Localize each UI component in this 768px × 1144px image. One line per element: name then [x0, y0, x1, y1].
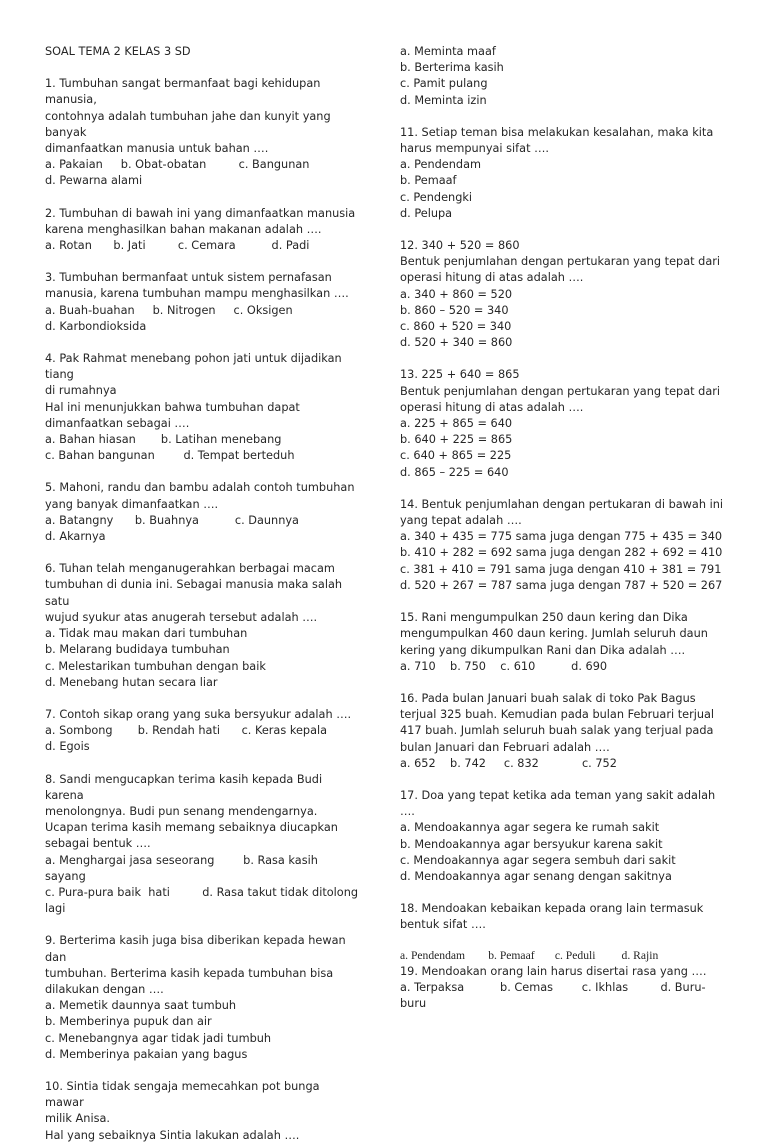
left-question-line: d. Memberinya pakaian yang bagus [45, 1047, 248, 1061]
right-question-line: d. Pelupa [400, 206, 453, 220]
right-question-line: 15. Rani mengumpulkan 250 daun kering dan Dika [400, 611, 688, 625]
left-question-line: a. Memetik daunnya saat tumbuh [45, 999, 237, 1013]
right-question-line: c. 381 + 410 = 791 sama juga dengan 410 + 381 = 791 [400, 562, 722, 576]
right-question-line: 17. Doa yang tepat ketika ada teman yang sakit adalah …. [400, 788, 719, 819]
question-19-text: 19. Mendoakan orang lain harus disertai rasa yang …. [400, 964, 707, 978]
left-question-line: sebagai bentuk …. [45, 837, 151, 851]
left-question-line: di rumahnya [45, 384, 117, 398]
left-question-line: a. Buah-buahan b. Nitrogen c. Oksigen [45, 303, 293, 317]
left-question-line: c. Melestarikan tumbuhan dengan baik [45, 659, 266, 673]
left-question-block [45, 44, 360, 60]
right-question-line: 14. Bentuk penjumlahan dengan pertukaran di bawah ini [400, 497, 724, 511]
left-question-line: a. Pakaian b. Obat-obatan c. Bangunan [45, 158, 310, 172]
left-question-line: a. Tidak mau makan dari tumbuhan [45, 627, 248, 641]
left-question-line: yang banyak dimanfaatkan …. [45, 497, 219, 511]
left-question-block [45, 707, 360, 756]
question-19 [400, 964, 730, 1013]
left-question-line: Ucapan terima kasih memang sebaiknya diucapkan [45, 821, 338, 835]
left-question-line: dimanfaatkan sebagai …. [45, 416, 190, 430]
right-question-blocks [400, 44, 730, 934]
right-question-line: a. 710 b. 750 c. 610 d. 690 [400, 659, 608, 673]
right-question-block [400, 44, 730, 109]
left-question-line: 3. Tumbuhan bermanfaat untuk sistem pernafasan [45, 271, 332, 285]
right-question-block [400, 610, 730, 675]
left-question-block [45, 270, 360, 335]
right-question-line: 16. Pada bulan Januari buah salak di toko Pak Bagus [400, 691, 696, 705]
right-question-block [400, 788, 730, 885]
right-question-line: c. 860 + 520 = 340 [400, 320, 512, 334]
left-question-line: a. Menghargai jasa seseorang b. Rasa kasih sayang [45, 853, 322, 883]
right-question-line: c. Pamit pulang [400, 77, 488, 91]
left-question-line: 2. Tumbuhan di bawah ini yang dimanfaatkan manusia [45, 206, 356, 220]
right-question-line: a. Mendoakannya agar segera ke rumah sakit [400, 821, 660, 835]
left-question-line: d. Pewarna alami [45, 174, 143, 188]
right-question-line: a. Pendendam [400, 158, 482, 172]
left-question-line: dimanfaatkan manusia untuk bahan …. [45, 142, 269, 156]
right-question-line: b. 640 + 225 = 865 [400, 433, 513, 447]
right-question-line: c. 640 + 865 = 225 [400, 449, 512, 463]
left-question-line: 6. Tuhan telah menganugerahkan berbagai macam [45, 562, 335, 576]
left-question-line: b. Melarang budidaya tumbuhan [45, 643, 230, 657]
left-question-line: milik Anisa. [45, 1112, 110, 1126]
left-question-block [45, 480, 360, 545]
right-question-block [400, 497, 730, 594]
left-question-line: wujud syukur atas anugerah tersebut adalah …. [45, 610, 318, 624]
right-question-block [400, 367, 730, 480]
right-question-line: b. 860 – 520 = 340 [400, 303, 509, 317]
right-question-line: mengumpulkan 460 daun kering. Jumlah seluruh daun [400, 627, 708, 641]
right-question-line: a. 652 b. 742 c. 832 c. 752 [400, 756, 617, 770]
right-question-line: c. Pendengki [400, 190, 473, 204]
left-question-block [45, 1079, 360, 1144]
left-question-block [45, 772, 360, 918]
right-column [400, 44, 730, 1012]
left-column [45, 44, 360, 1144]
left-question-line: c. Pura-pura baik hati d. Rasa takut tidak ditolong lagi [45, 885, 362, 916]
right-question-line: yang tepat adalah …. [400, 514, 522, 528]
left-question-line: tumbuhan di dunia ini. Sebagai manusia maka salah satu [45, 578, 346, 608]
left-question-line: a. Sombong b. Rendah hati c. Keras kepala [45, 724, 328, 738]
right-question-line: Bentuk penjumlahan dengan pertukaran yang tepat dari [400, 384, 721, 398]
right-question-line: 18. Mendoakan kebaikan kepada orang lain termasuk [400, 902, 704, 916]
left-question-line: 1. Tumbuhan sangat bermanfaat bagi kehidupan manusia, [45, 77, 325, 107]
right-question-line: 12. 340 + 520 = 860 [400, 239, 520, 253]
left-question-line: a. Bahan hiasan b. Latihan menebang [45, 433, 282, 447]
left-question-block [45, 933, 360, 1063]
right-question-line: d. Mendoakannya agar senang dengan sakitnya [400, 869, 672, 883]
left-question-line: karena menghasilkan bahan makanan adalah …. [45, 222, 322, 236]
left-question-line: Hal ini menunjukkan bahwa tumbuhan dapat [45, 400, 300, 414]
left-question-line: dilakukan dengan …. [45, 982, 164, 996]
right-question-block [400, 901, 730, 933]
left-question-line: menolongnya. Budi pun senang mendengarnya. [45, 804, 318, 818]
left-question-line: tumbuhan. Berterima kasih kepada tumbuhan bisa [45, 966, 334, 980]
left-question-block [45, 561, 360, 691]
left-question-line: d. Menebang hutan secara liar [45, 675, 218, 689]
left-question-line: a. Batangny b. Buahnya c. Daunnya [45, 513, 299, 527]
right-question-line: 11. Setiap teman bisa melakukan kesalahan, maka kita [400, 125, 714, 139]
right-question-line: kering yang dikumpulkan Rani dan Dika adalah …. [400, 643, 686, 657]
left-question-line: 8. Sandi mengucapkan terima kasih kepada Budi karena [45, 772, 326, 802]
right-question-line: a. Meminta maaf [400, 45, 496, 58]
right-question-line: operasi hitung di atas adalah …. [400, 400, 584, 414]
left-question-line: 7. Contoh sikap orang yang suka bersyukur adalah …. [45, 707, 352, 721]
right-question-line: 417 buah. Jumlah seluruh buah salak yang terjual pada [400, 724, 714, 738]
left-question-line: d. Egois [45, 740, 90, 754]
left-question-line: c. Bahan bangunan d. Tempat berteduh [45, 449, 295, 463]
right-question-line: operasi hitung di atas adalah …. [400, 271, 584, 285]
question-19-options: a. Terpaksa b. Cemas c. Ikhlas d. Buru-buru [400, 980, 706, 1011]
right-question-line: d. 520 + 267 = 787 sama juga dengan 787 + 520 = 267 [400, 578, 723, 592]
right-question-line: d. Meminta izin [400, 93, 487, 107]
left-question-block [45, 76, 360, 189]
right-question-line: harus mempunyai sifat …. [400, 142, 549, 156]
question-18-options: a. Pendendam b. Pemaaf c. Peduli d. Rajin [400, 948, 659, 962]
left-question-line: 9. Berterima kasih juga bisa diberikan kepada hewan dan [45, 934, 350, 964]
left-question-line: d. Karbondioksida [45, 319, 147, 333]
left-question-line: contohnya adalah tumbuhan jahe dan kunyit yang banyak [45, 109, 335, 139]
left-question-line: manusia, karena tumbuhan mampu menghasilkan …. [45, 287, 349, 301]
left-question-line: 5. Mahoni, randu dan bambu adalah contoh tumbuhan [45, 481, 355, 495]
left-question-line: Hal yang sebaiknya Sintia lakukan adalah …. [45, 1128, 300, 1142]
right-question-block [400, 125, 730, 222]
left-question-line: b. Memberinya pupuk dan air [45, 1015, 212, 1029]
right-question-line: b. Pemaaf [400, 174, 457, 188]
right-question-line: terjual 325 buah. Kemudian pada bulan Februari terjual [400, 708, 715, 722]
right-question-line: bentuk sifat …. [400, 918, 486, 932]
right-question-line: 13. 225 + 640 = 865 [400, 368, 520, 382]
left-question-line: SOAL TEMA 2 KELAS 3 SD [45, 45, 191, 58]
left-question-block [45, 351, 360, 464]
left-question-line: a. Rotan b. Jati c. Cemara d. Padi [45, 239, 310, 253]
left-question-line: 10. Sintia tidak sengaja memecahkan pot bunga mawar [45, 1079, 324, 1110]
right-question-line: a. 340 + 860 = 520 [400, 287, 513, 301]
right-question-block [400, 238, 730, 351]
left-question-block [45, 206, 360, 255]
left-question-line: c. Menebangnya agar tidak jadi tumbuh [45, 1031, 272, 1045]
right-question-block [400, 691, 730, 772]
right-question-line: b. Mendoakannya agar bersyukur karena sakit [400, 837, 663, 851]
left-question-line: 4. Pak Rahmat menebang pohon jati untuk dijadikan tiang [45, 352, 346, 382]
left-question-line: d. Akarnya [45, 530, 106, 544]
right-question-line: b. Berterima kasih [400, 61, 504, 75]
right-question-line: bulan Januari dan Februari adalah …. [400, 740, 610, 754]
right-question-line: d. 520 + 340 = 860 [400, 336, 513, 350]
right-question-line: b. 410 + 282 = 692 sama juga dengan 282 + 692 = 410 [400, 546, 723, 560]
right-question-line: c. Mendoakannya agar segera sembuh dari sakit [400, 853, 676, 867]
right-question-line: Bentuk penjumlahan dengan pertukaran yang tepat dari [400, 255, 721, 269]
right-question-line: a. 340 + 435 = 775 sama juga dengan 775 + 435 = 340 [400, 530, 723, 544]
right-question-line: d. 865 – 225 = 640 [400, 465, 509, 479]
right-question-line: a. 225 + 865 = 640 [400, 417, 513, 431]
